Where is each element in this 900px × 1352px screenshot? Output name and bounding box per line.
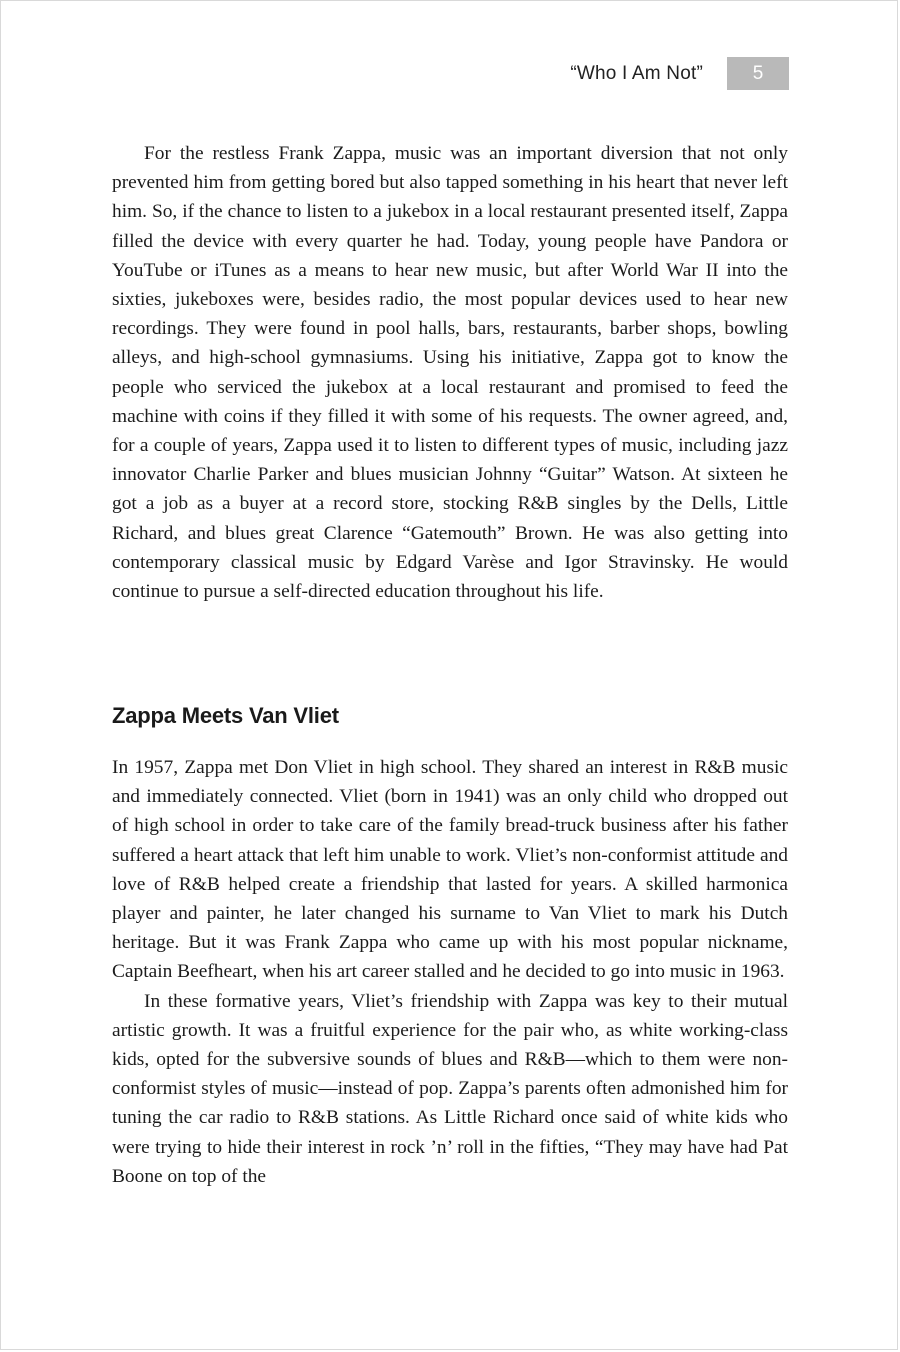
- paragraph: For the restless Frank Zappa, music was an important diversion that not only prevented him from getting bored but also tapped something in his heart that never left him. So, if the chance to listen to a jukebox in a local restaurant presented itself, Zappa filled the device with every quarter he had. Today, young people have Pandora or YouTube or iTunes as a means to hear new music, but after World War II into the sixties, jukeboxes were, besides radio, the most popular devices used to hear new recordings. They were found in pool halls, bars, restaurants, barber shops, bowling alleys, and high-school gymnasiums. Using his initiative, Zappa got to know the people who serviced the jukebox at a local restaurant and promised to feed the machine with coins if they filled it with some of his requests. The owner agreed, and, for a couple of years, Zappa used it to listen to different types of music, including jazz innovator Charlie Parker and blues musician Johnny “Guitar” Watson. At sixteen he got a job as a buyer at a record store, stocking R&B singles by the Dells, Little Richard, and blues great Clarence “Gatemouth” Brown. He was also getting into contemporary classical music by Edgard Varèse and Igor Stravinsky. He would continue to pursue a self-directed education throughout his life.: [112, 143, 788, 603]
- running-head: [570, 57, 789, 90]
- paragraph: In 1957, Zappa met Don Vliet in high school. They shared an interest in R&B music and immediately connected. Vliet (born in 1941) was an only child who dropped out of high school in order to take care of the family bread-truck business after his father suffered a heart attack that left him unable to work. Vliet’s non-conformist attitude and love of R&B helped create a friendship that lasted for years. A skilled harmonica player and painter, he later changed his surname to Van Vliet to mark his Dutch heritage. But it was Frank Zappa who came up with his most popular nickname, Captain Beefheart, when his art career stalled and he decided to go into music in 1963.: [112, 757, 788, 983]
- paragraph: In these formative years, Vliet’s friendship with Zappa was key to their mutual artistic growth. It was a fruitful experience for the pair who, as white working-class kids, opted for the subversive sounds of blues and R&B—which to them were non-conformist styles of music—instead of pop. Zappa’s parents often admonished him for tuning the car radio to R&B stations. As Little Richard once said of white kids who were trying to hide their interest in rock ’n’ roll in the fifties, “They may have had Pat Boone on top of the: [112, 990, 788, 1187]
- running-head-title: “Who I Am Not”: [570, 62, 703, 84]
- section-body: [112, 753, 788, 1191]
- section-heading: Zappa Meets Van Vliet: [112, 703, 339, 728]
- body-text-top: [112, 139, 788, 606]
- page-number: 5: [727, 57, 789, 90]
